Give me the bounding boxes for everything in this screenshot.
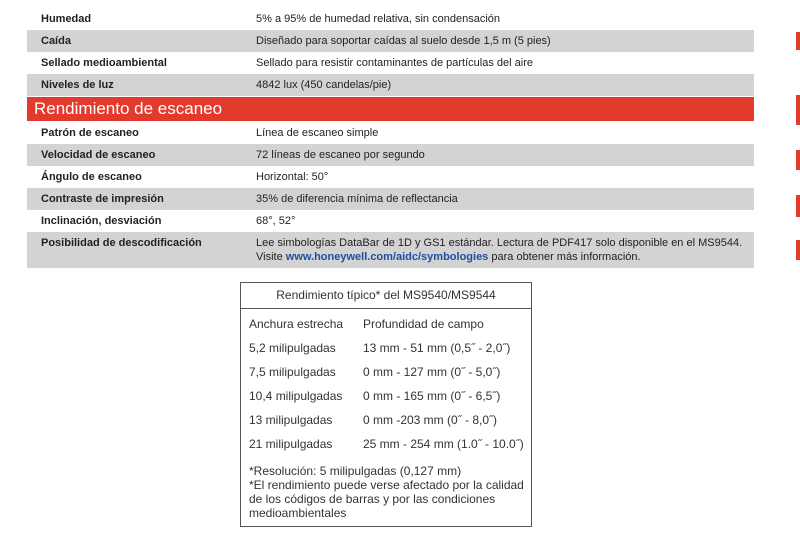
spec-value [256, 236, 754, 264]
spec-value: 72 líneas de escaneo por segundo [256, 149, 425, 161]
spec-value: Sellado para resistir contaminantes de partículas del aire [256, 57, 533, 69]
spec-value: 68°, 52° [256, 215, 296, 227]
narrow-bar-cell: 13 milipulgadas [249, 413, 333, 427]
spec-label: Caída [41, 35, 71, 47]
spec-row-light [27, 74, 754, 96]
spec-row-print-contrast [27, 188, 754, 210]
narrow-bar-cell: 5,2 milipulgadas [249, 341, 336, 355]
edge-decoration [796, 95, 800, 125]
narrow-bar-cell: 10,4 milipulgadas [249, 389, 343, 403]
edge-decoration [796, 195, 800, 217]
edge-decoration [796, 32, 800, 50]
spec-row-pitch-skew [27, 210, 754, 232]
spec-value: 4842 lux (450 candelas/pie) [256, 79, 392, 91]
depth-of-field-header: Profundidad de campo [363, 317, 484, 331]
performance-notes [249, 464, 525, 520]
depth-of-field-cell: 0 mm - 165 mm (0˝ - 6,5˝) [363, 389, 501, 403]
narrow-bar-header: Anchura estrecha [249, 317, 344, 331]
depth-of-field-cell: 0 mm -203 mm (0˝ - 8,0˝) [363, 413, 498, 427]
spec-label: Patrón de escaneo [41, 127, 139, 139]
table-row [249, 360, 524, 384]
edge-decoration [796, 240, 800, 260]
narrow-bar-cell: 7,5 milipulgadas [249, 365, 336, 379]
decode-text: Lee simbologías DataBar de 1D y GS1 estándar. Lectura de PDF417 solo disponible en el MS9544. [256, 237, 743, 249]
spec-value: 5% a 95% de humedad relativa, sin condensación [256, 13, 500, 25]
performance-title: Rendimiento típico* del MS9540/MS9544 [241, 283, 531, 309]
spec-label: Ángulo de escaneo [41, 171, 142, 183]
spec-label: Velocidad de escaneo [41, 149, 156, 161]
spec-label: Contraste de impresión [41, 193, 164, 205]
spec-label: Niveles de luz [41, 79, 114, 91]
performance-header-row [249, 312, 524, 336]
spec-label: Inclinación, desviación [41, 215, 162, 227]
spec-value: Horizontal: 50° [256, 171, 329, 183]
edge-decoration [796, 150, 800, 170]
performance-box [240, 282, 532, 527]
spec-row-scan-angle [27, 166, 754, 188]
depth-of-field-cell: 13 mm - 51 mm (0,5˝ - 2,0˝) [363, 341, 511, 355]
narrow-bar-cell: 21 milipulgadas [249, 437, 333, 451]
decode-after-text: para obtener más información. [491, 251, 641, 263]
table-row [249, 432, 524, 456]
depth-of-field-cell: 0 mm - 127 mm (0˝ - 5,0˝) [363, 365, 501, 379]
spec-value: 35% de diferencia mínima de reflectancia [256, 193, 458, 205]
spec-row-decode-capability [27, 232, 754, 268]
spec-label: Sellado medioambiental [41, 57, 167, 69]
table-row [249, 408, 524, 432]
spec-label: Humedad [41, 13, 92, 25]
spec-label: Posibilidad de descodificación [41, 237, 202, 249]
table-row [249, 336, 524, 360]
section-heading-scan-performance: Rendimiento de escaneo [27, 97, 754, 121]
depth-of-field-cell: 25 mm - 254 mm (1.0˝ - 10.0˝) [363, 437, 524, 451]
spec-table [27, 8, 754, 268]
performance-disclaimer: *El rendimiento puede verse afectado por la calidad de los códigos de barras y por las condiciones medioambientales [249, 478, 524, 520]
decode-visit-text: Visite [256, 251, 283, 263]
spec-value: Línea de escaneo simple [256, 127, 379, 139]
spec-row-sealing [27, 52, 754, 74]
spec-value: Diseñado para soportar caídas al suelo desde 1,5 m (5 pies) [256, 35, 551, 47]
spec-row-drop [27, 30, 754, 52]
table-row [249, 384, 524, 408]
performance-table [249, 312, 524, 456]
symbologies-link[interactable]: www.honeywell.com/aidc/symbologies [285, 251, 489, 263]
spec-row-scan-speed [27, 144, 754, 166]
spec-row-scan-pattern [27, 122, 754, 144]
resolution-note: *Resolución: 5 milipulgadas (0,127 mm) [249, 464, 462, 478]
spec-row-humidity [27, 8, 754, 30]
